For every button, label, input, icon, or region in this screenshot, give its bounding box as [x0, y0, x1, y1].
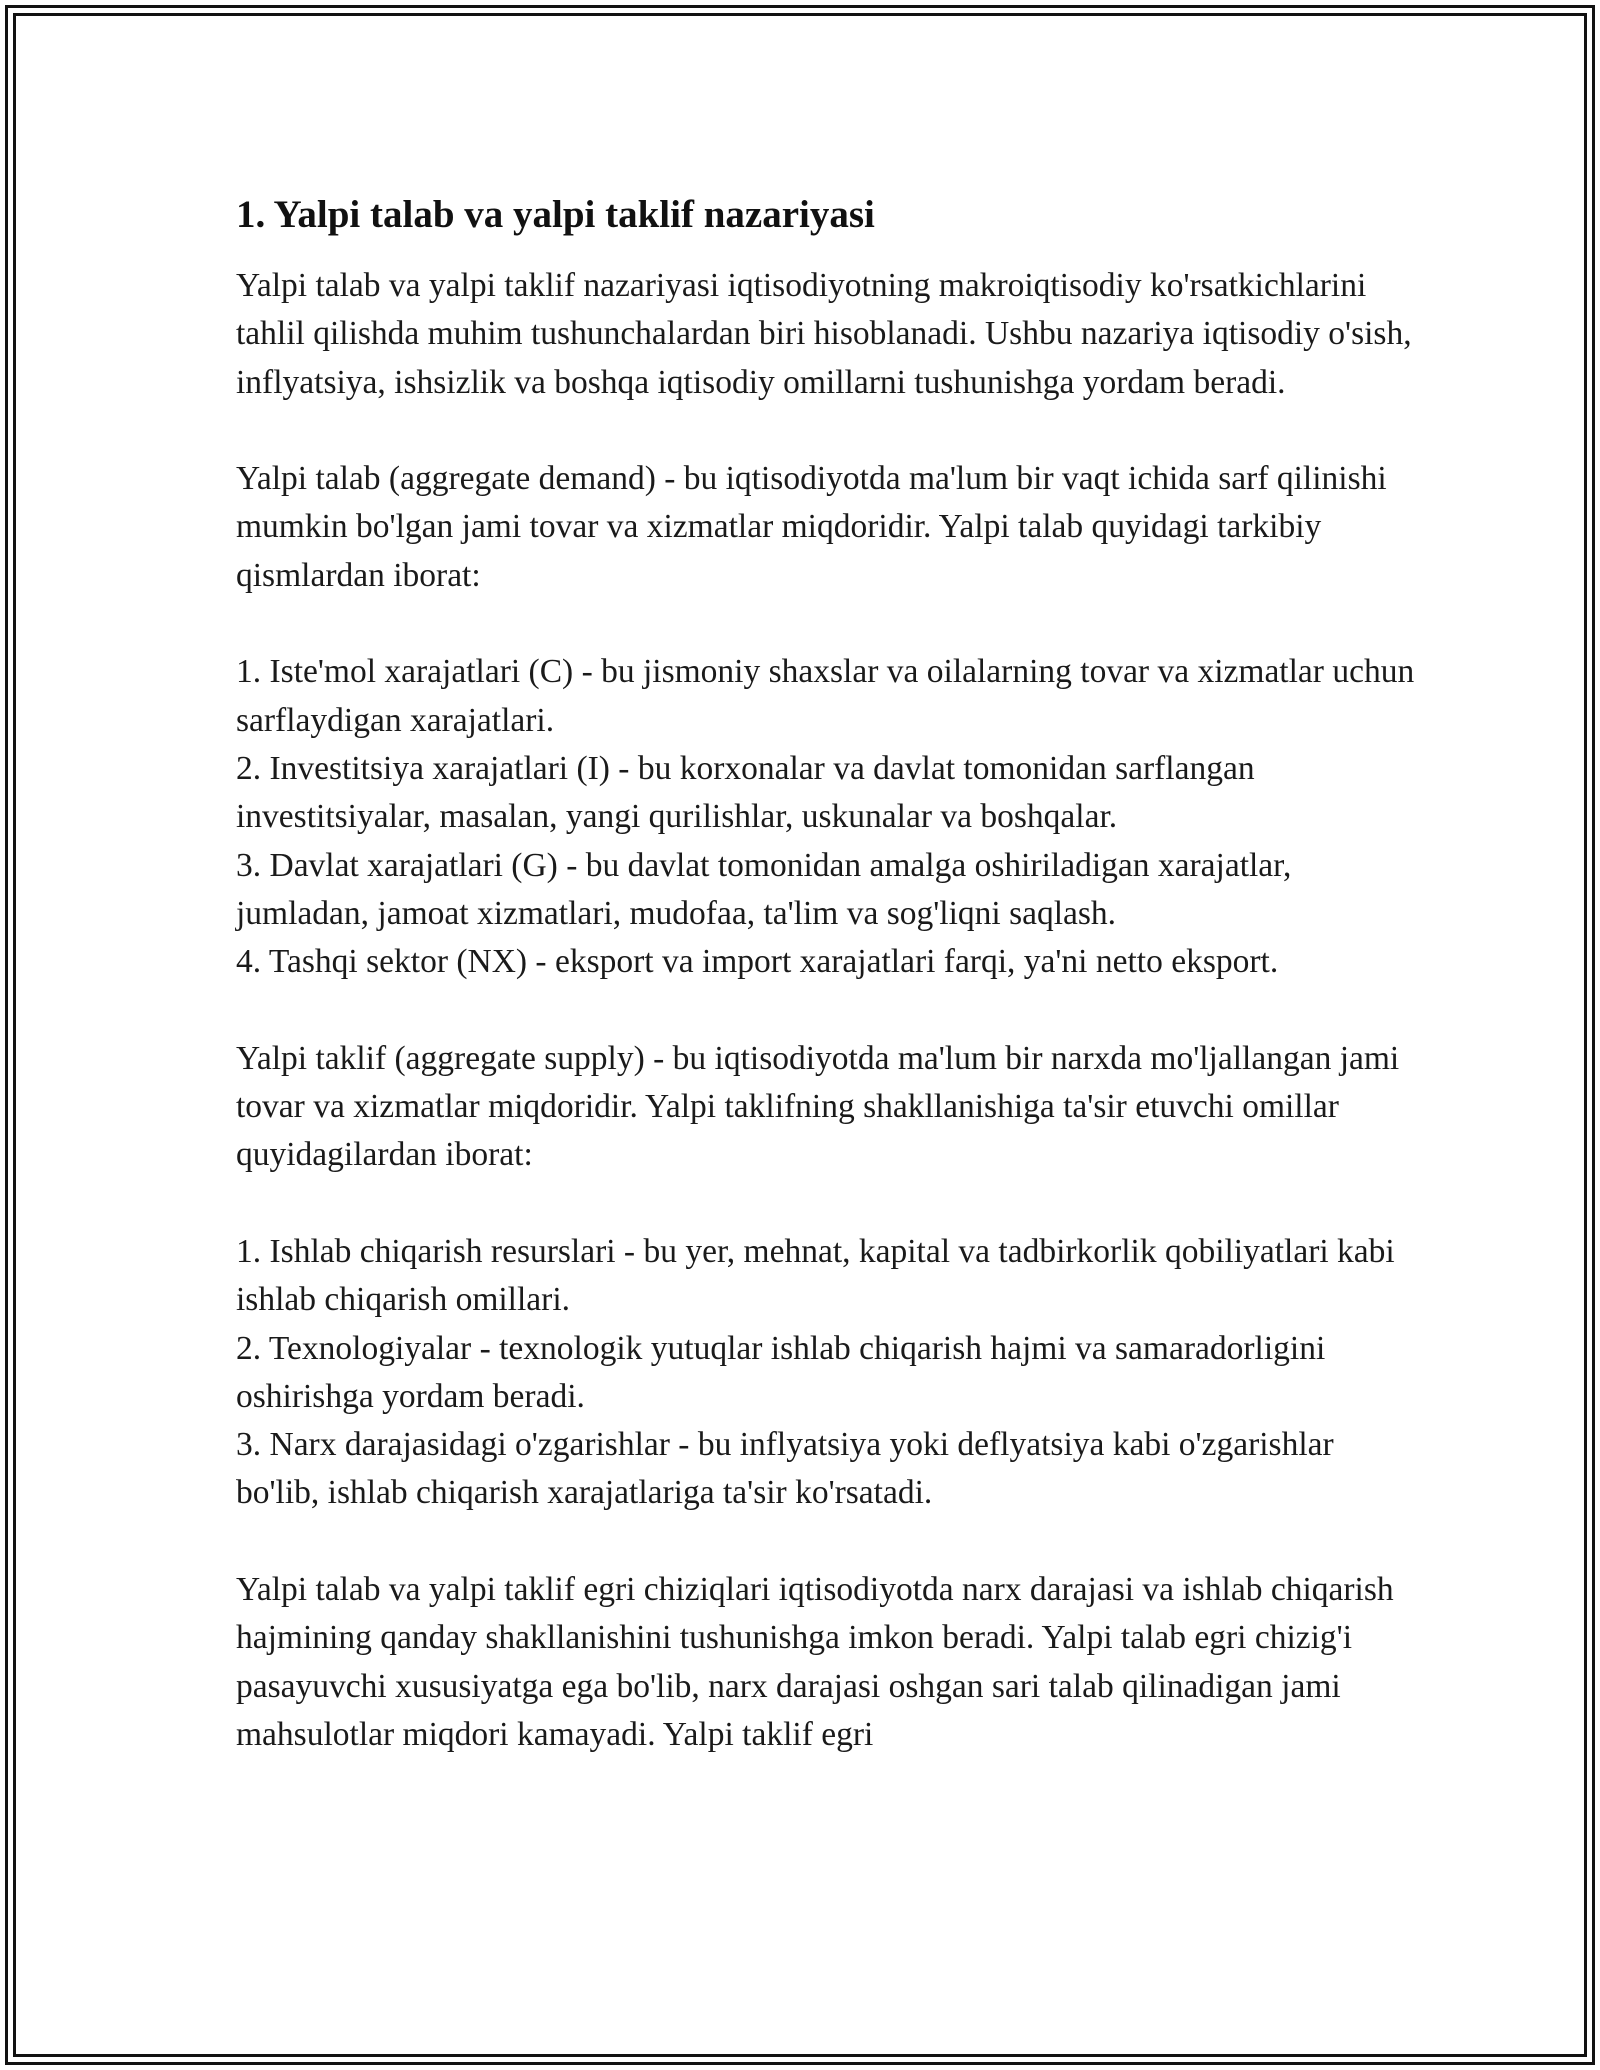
aggregate-supply-list: [236, 1228, 1416, 1518]
section-heading: 1. Yalpi talab va yalpi taklif nazariyasi: [236, 193, 875, 236]
aggregate-demand-list: [236, 648, 1416, 986]
aggregate-demand-paragraph: Yalpi talab (aggregate demand) - bu iqtisodiyotda ma'lum bir vaqt ichida sarf qilinishi mumkin bo'lgan jami tovar va xizmatlar miqdoridir. Yalpi talab quyidagi tarkibiy qismlardan iborat:: [236, 460, 1387, 594]
aggregate-supply-paragraph: Yalpi taklif (aggregate supply) - bu iqtisodiyotda ma'lum bir narxda mo'ljallangan jami tovar va xizmatlar miqdoridir. Yalpi taklifning shakllanishiga ta'sir etuvchi omillar quyidagilardan iborat:: [236, 1039, 1400, 1174]
curves-paragraph: Yalpi talab va yalpi taklif egri chiziqlari iqtisodiyotda narx darajasi va ishlab chiqarish hajmining qanday shakllanishini tushunishga imkon beradi. Yalpi talab egri chizig'i pasayuvchi xususiyatga ega bo'lib, narx darajasi oshgan sari talab qilinadigan jami mahsulotlar miqdori kamayadi. Yalpi taklif egri: [236, 1571, 1394, 1753]
list-item: 3. Davlat xarajatlari (G) - bu davlat tomonidan amalga oshiriladigan xarajatlar, jumladan, jamoat xizmatlari, mudofaa, ta'lim va sog'liqni saqlash.: [236, 846, 1292, 932]
document-body: [236, 190, 1416, 1759]
list-item: 4. Tashqi sektor (NX) - eksport va import xarajatlari farqi, ya'ni netto eksport.: [236, 943, 1279, 981]
list-item: 1. Iste'mol xarajatlari (C) - bu jismoniy shaxslar va oilalarning tovar va xizmatlar uchun sarflaydigan xarajatlari.: [236, 653, 1415, 739]
list-item: 2. Texnologiyalar - texnologik yutuqlar ishlab chiqarish hajmi va samaradorligini oshirishga yordam beradi.: [236, 1329, 1326, 1415]
intro-paragraph: Yalpi talab va yalpi taklif nazariyasi iqtisodiyotning makroiqtisodiy ko'rsatkichlarini tahlil qilishda muhim tushunchalardan biri hisoblanadi. Ushbu nazariya iqtisodiy o'sish, inflyatsiya, ishsizlik va boshqa iqtisodiy omillarni tushunishga yordam beradi.: [236, 267, 1412, 401]
list-item: 2. Investitsiya xarajatlari (I) - bu korxonalar va davlat tomonidan sarflangan investitsiyalar, masalan, yangi qurilishlar, uskunalar va boshqalar.: [236, 749, 1255, 836]
list-item: 3. Narx darajasidagi o'zgarishlar - bu inflyatsiya yoki deflyatsiya kabi o'zgarishlar bo'lib, ishlab chiqarish xarajatlariga ta'sir ko'rsatadi.: [236, 1426, 1334, 1512]
list-item: 1. Ishlab chiqarish resurslari - bu yer, mehnat, kapital va tadbirkorlik qobiliyatlari kabi ishlab chiqarish omillari.: [236, 1232, 1395, 1319]
